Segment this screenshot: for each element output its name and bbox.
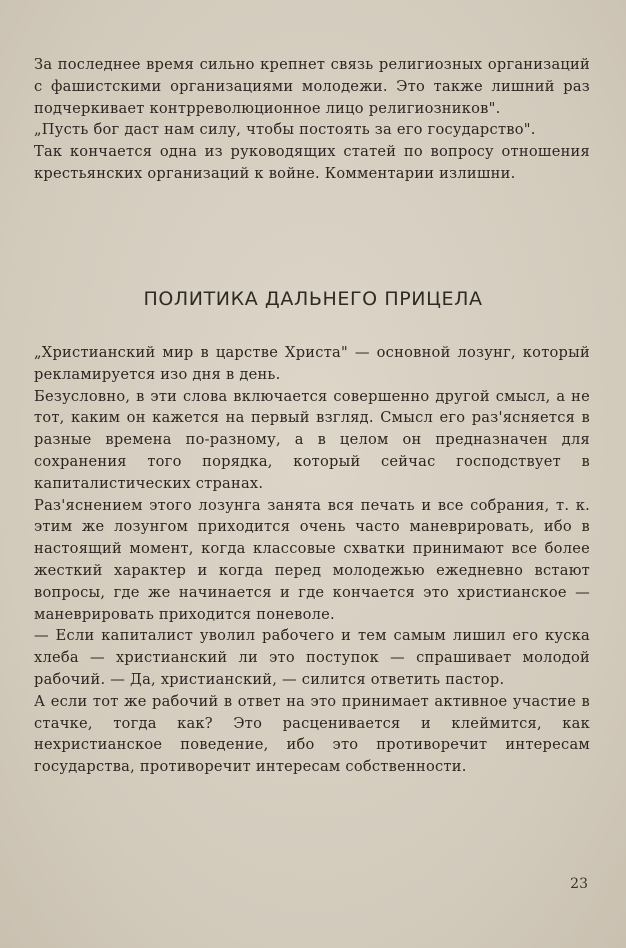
intro-paragraph: Так кончается одна из руководящих статей по вопросу отношения крестьянских организаций к войне. Комментарии излишни. xyxy=(34,143,590,182)
section-paragraph: Безусловно, в эти слова включается совершенно другой смысл, а не тот, каким он кажется на первый взгляд. Смысл его раз'ясняется в разные времена по-разному, а в целом он предназначен для сохранения того порядка, который сейчас господствует в капиталистических странах. xyxy=(34,387,590,492)
intro-text-block xyxy=(34,54,590,185)
page-number: 23 xyxy=(570,876,588,892)
intro-paragraph: „Пусть бог даст нам силу, чтобы постоять за его государство". xyxy=(34,121,536,139)
section-text-block xyxy=(34,342,590,778)
section-paragraph: — Если капиталист уволил рабочего и тем самым лишил его куска хлеба — христианский ли это поступок — спрашивает молодой рабочий. — Да, христианский, — силится ответить пастор. xyxy=(34,627,590,688)
section-title: ПОЛИТИКА ДАЛЬНЕГО ПРИЦЕЛА xyxy=(143,288,483,310)
section-paragraph: Раз'яснением этого лозунга занята вся печать и все собрания, т. к. этим же лозунгом приходится очень часто маневрировать, ибо в настоящий момент, когда классовые схватки принимают все более жесткий характер и когда перед молодежью ежедневно встают вопросы, где же начинается и где кончается это христианское — маневрировать приходится поневоле. xyxy=(34,496,590,623)
intro-paragraph: За последнее время сильно крепнет связь религиозных организаций с фашистскими организациями молодежи. Это также лишний раз подчеркивает контрреволюционное лицо религиозников". xyxy=(34,56,590,117)
section-paragraph: „Христианский мир в царстве Христа" — основной лозунг, который рекламируется изо дня в день. xyxy=(34,344,590,383)
section-paragraph: А если тот же рабочий в ответ на это принимает активное участие в стачке, тогда как? Это расценивается и клеймится, как нехристианское поведение, ибо это противоречит интересам государства, противоречит интересам собственности. xyxy=(34,692,590,776)
